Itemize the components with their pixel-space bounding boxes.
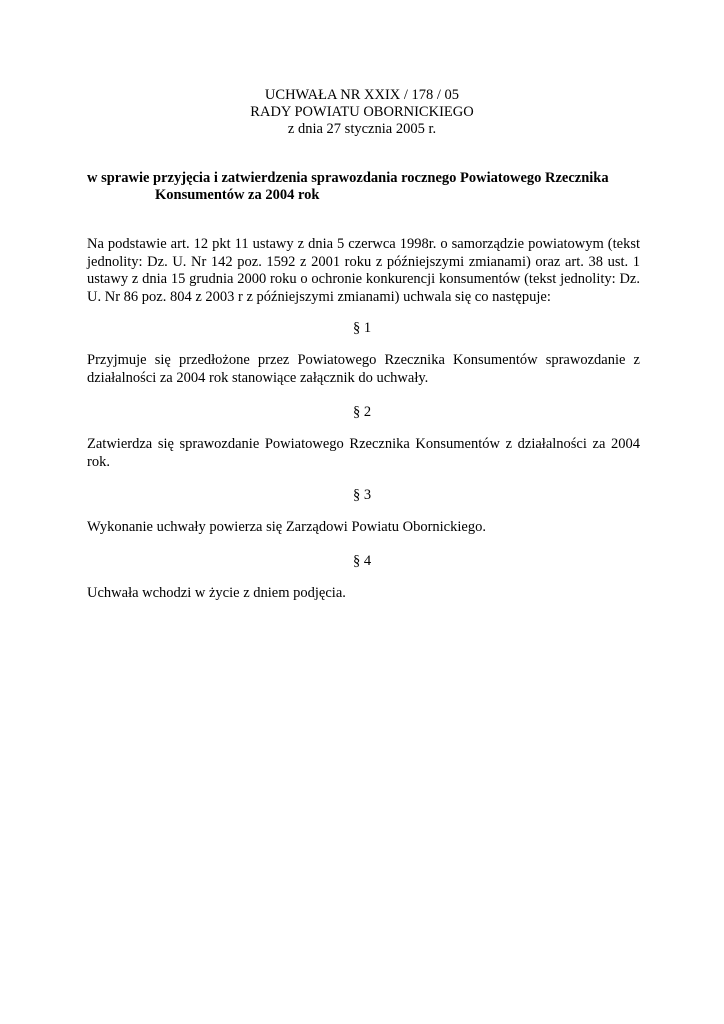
resolution-header [0, 87, 724, 138]
subject-line-1: w sprawie przyjęcia i zatwierdzenia sprawozdania rocznego Powiatowego Rzecznika [87, 170, 609, 186]
section-mark-4: § 4 [352, 553, 372, 569]
preamble-paragraph: Na podstawie art. 12 pkt 11 ustawy z dnia 5 czerwca 1998r. o samorządzie powiatowym (tekst jednolity: Dz. U. Nr 142 poz. 1592 z 2001 roku z późniejszymi zmianami) oraz art. 38 ust. 1 ustawy z dnia 15 grudnia 2000 roku o ochronie konkurencji konsumentów (tekst jednolity: Dz. U. Nr 86 poz. 804 z 2003 r z późniejszymi zmianami) uchwala się co następuje: [87, 236, 640, 305]
council-name: RADY POWIATU OBORNICKIEGO [250, 104, 474, 120]
section-text-3: Wykonanie uchwały powierza się Zarządowi Powiatu Obornickiego. [87, 519, 486, 535]
section-mark-2: § 2 [352, 404, 372, 420]
section-text-2: Zatwierdza się sprawozdanie Powiatowego Rzecznika Konsumentów z działalności za 2004 rok. [87, 436, 640, 470]
section-mark-1: § 1 [352, 320, 372, 336]
section-text-1: Przyjmuje się przedłożone przez Powiatowego Rzecznika Konsumentów sprawozdanie z działalności za 2004 rok stanowiące załącznik do uchwały. [87, 352, 640, 386]
resolution-number: UCHWAŁA NR XXIX / 178 / 05 [264, 87, 460, 103]
subject-line-2: Konsumentów za 2004 rok [155, 187, 320, 203]
resolution-subject [87, 170, 647, 204]
resolution-date: z dnia 27 stycznia 2005 r. [287, 121, 437, 137]
section-mark-3: § 3 [352, 487, 372, 503]
section-text-4: Uchwała wchodzi w życie z dniem podjęcia. [87, 585, 346, 601]
